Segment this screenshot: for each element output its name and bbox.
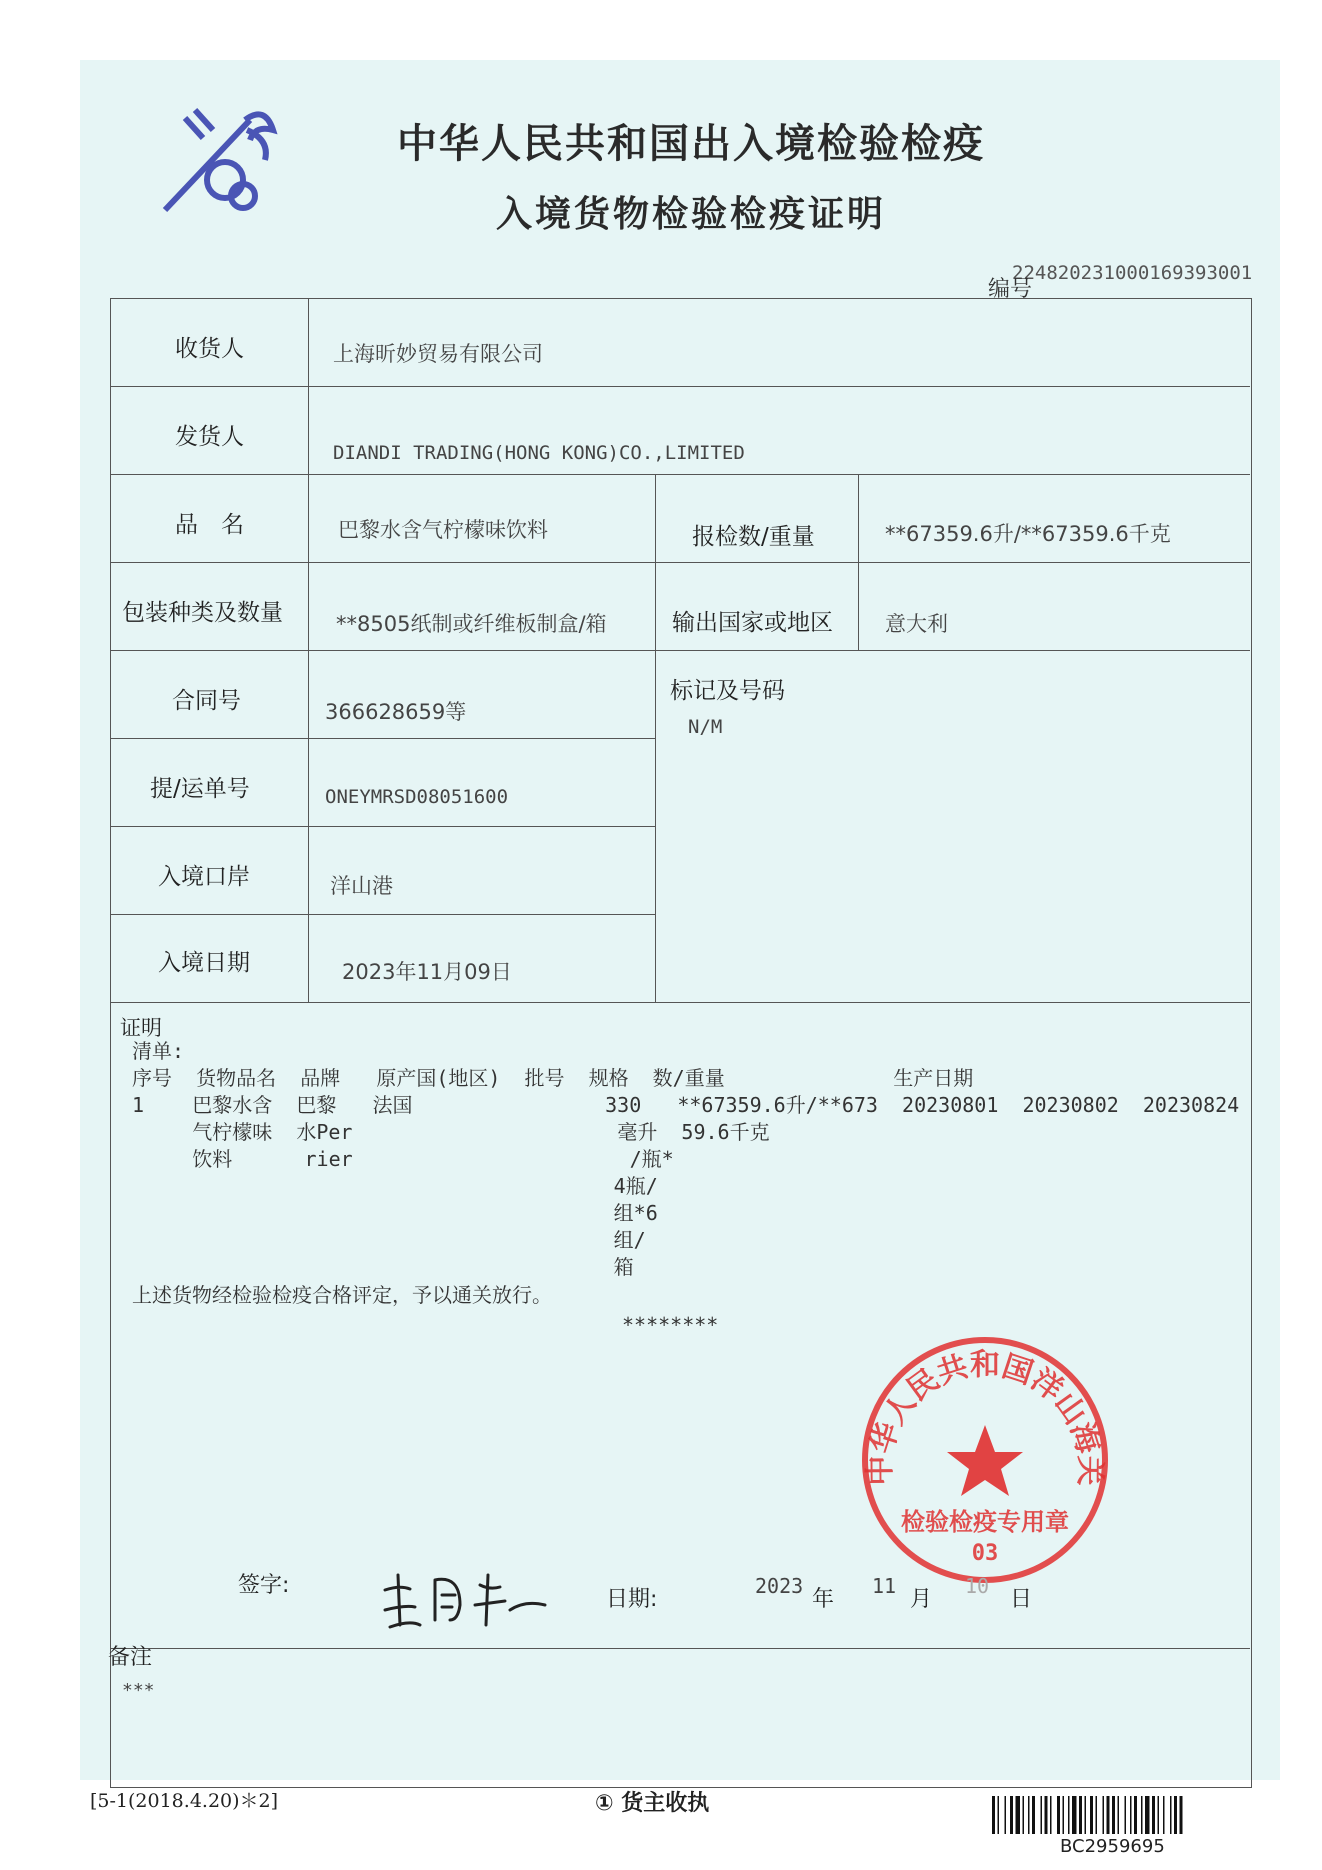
copy-label: ① 货主收执 <box>595 1791 710 1816</box>
row-divider <box>110 562 1250 563</box>
barcode-bar <box>1023 1796 1025 1834</box>
list-row: 箱 <box>120 1255 634 1279</box>
seal-ring-text: 中华人民共和国洋山海关 <box>862 1347 1108 1486</box>
barcode-bar <box>1072 1796 1077 1834</box>
barcode-bar <box>1057 1796 1060 1834</box>
column-divider <box>858 474 859 650</box>
form-code: [5-1(2018.4.20)＊2] <box>90 1790 279 1812</box>
list-header-row: 序号 货物品名 品牌 原产国(地区) 批号 规格 数/重量 生产日期 <box>120 1066 974 1090</box>
barcode-bar <box>1158 1796 1160 1834</box>
barcode-number: BC2959695 <box>1060 1836 1165 1857</box>
sign-day-unit: 日 <box>1010 1587 1033 1612</box>
barcode-icon <box>992 1796 1232 1834</box>
row-divider <box>110 1648 1250 1649</box>
barcode-bar <box>1141 1796 1143 1834</box>
consignee-label: 收货人 <box>175 336 244 362</box>
barcode-bar <box>1068 1796 1070 1834</box>
package-value: **8505纸制或纤维板制盒/箱 <box>336 612 607 636</box>
barcode-bar <box>1063 1796 1065 1834</box>
sign-label: 签字: <box>238 1573 290 1598</box>
row-divider <box>110 386 1250 387</box>
quantity-value: **67359.6升/**67359.6千克 <box>885 522 1171 546</box>
contract-label: 合同号 <box>172 688 241 714</box>
serial-label: 编号 <box>988 277 1033 302</box>
barcode-bar <box>1130 1796 1132 1834</box>
barcode-bar <box>1085 1796 1087 1834</box>
seal-number: 03 <box>971 1541 999 1566</box>
list-label: 清单: <box>120 1039 185 1063</box>
sign-day: 10 <box>965 1574 990 1598</box>
consignor-label: 发货人 <box>175 424 244 450</box>
origin-label: 输出国家或地区 <box>672 610 833 636</box>
list-row: 组/ <box>120 1228 646 1252</box>
row-divider <box>110 650 1250 651</box>
sign-month-unit: 月 <box>910 1587 933 1612</box>
barcode-bar <box>1112 1796 1115 1834</box>
remarks-label: 备注 <box>108 1645 153 1670</box>
package-label: 包装种类及数量 <box>122 600 283 626</box>
barcode-bar <box>1016 1796 1021 1834</box>
barcode-bar <box>1096 1796 1098 1834</box>
barcode-bar <box>1079 1796 1082 1834</box>
column-divider <box>308 298 309 1002</box>
sign-month: 11 <box>872 1574 897 1598</box>
marks-value: N/M <box>688 716 723 738</box>
barcode-bar <box>1090 1796 1093 1834</box>
barcode-bar <box>1174 1796 1177 1834</box>
barcode-bar <box>1163 1796 1165 1834</box>
marks-label: 标记及号码 <box>670 678 785 704</box>
barcode-bar <box>1032 1796 1035 1834</box>
contract-value: 366628659等 <box>325 700 467 724</box>
date-label: 日期: <box>606 1587 658 1612</box>
document-subtitle: 入境货物检验检疫证明 <box>495 193 886 235</box>
column-divider <box>655 474 656 1002</box>
origin-value: 意大利 <box>885 612 948 636</box>
barcode-bar <box>1050 1796 1052 1834</box>
barcode-bar <box>1152 1796 1155 1834</box>
barcode-bar <box>1103 1796 1105 1834</box>
conclusion-text: 上述货物经检验检疫合格评定，予以通关放行。 <box>120 1283 553 1307</box>
entry-date-label: 入境日期 <box>158 950 250 976</box>
row-divider <box>110 914 655 915</box>
barcode-bar <box>1180 1796 1183 1834</box>
consignee-value: 上海昕妙贸易有限公司 <box>333 342 543 366</box>
barcode-bar <box>1170 1796 1172 1834</box>
row-divider <box>110 1002 1250 1003</box>
stars-line: ******** <box>622 1313 719 1337</box>
barcode-bar <box>1118 1796 1120 1834</box>
list-row: 4瓶/ <box>120 1174 658 1198</box>
list-row: 饮料 rier /瓶* <box>120 1147 674 1171</box>
row-divider <box>110 826 655 827</box>
barcode-bar <box>1125 1796 1127 1834</box>
list-row: 气柠檬味 水Per 毫升 59.6千克 <box>120 1120 770 1144</box>
barcode-bar <box>1010 1796 1013 1834</box>
list-row: 1 巴黎水含 巴黎 法国 330 **67359.6升/**673 20230801 20230802 20230824 <box>120 1093 1240 1117</box>
barcode-bar <box>1145 1796 1150 1834</box>
seal-inner-text: 检验检疫专用章 <box>901 1508 1069 1536</box>
row-divider <box>110 474 1250 475</box>
bl-label: 提/运单号 <box>150 776 250 802</box>
remarks-value: *** <box>122 1680 155 1701</box>
port-value: 洋山港 <box>330 874 393 898</box>
port-label: 入境口岸 <box>158 864 250 890</box>
barcode-bar <box>1028 1796 1030 1834</box>
barcode-bar <box>1041 1796 1043 1834</box>
sign-year-unit: 年 <box>812 1587 835 1612</box>
bl-value: ONEYMRSD08051600 <box>325 786 509 808</box>
quantity-label: 报检数/重量 <box>692 524 815 550</box>
barcode-bar <box>1107 1796 1110 1834</box>
handwritten-signature <box>380 1565 550 1635</box>
row-divider <box>110 738 655 739</box>
list-row: 组*6 <box>120 1201 658 1225</box>
serial-number: 224820231000169393001 <box>1012 262 1253 284</box>
consignor-value: DIANDI TRADING(HONG KONG)CO.,LIMITED <box>333 442 745 464</box>
document-title: 中华人民共和国出入境检验检疫 <box>397 120 985 167</box>
barcode-bar <box>1005 1796 1007 1834</box>
official-seal <box>855 1330 1115 1590</box>
barcode-bar <box>1134 1796 1137 1834</box>
product-value: 巴黎水含气柠檬味饮料 <box>338 518 548 542</box>
barcode-bar <box>1045 1796 1048 1834</box>
certificate-heading: 证明 <box>120 1016 162 1040</box>
entry-date-value: 2023年11月09日 <box>342 960 512 984</box>
star-icon <box>947 1425 1023 1496</box>
barcode-bar <box>992 1796 995 1834</box>
sign-year: 2023 <box>755 1574 804 1598</box>
barcode-bar <box>998 1796 1000 1834</box>
product-label: 品 名 <box>175 512 244 538</box>
